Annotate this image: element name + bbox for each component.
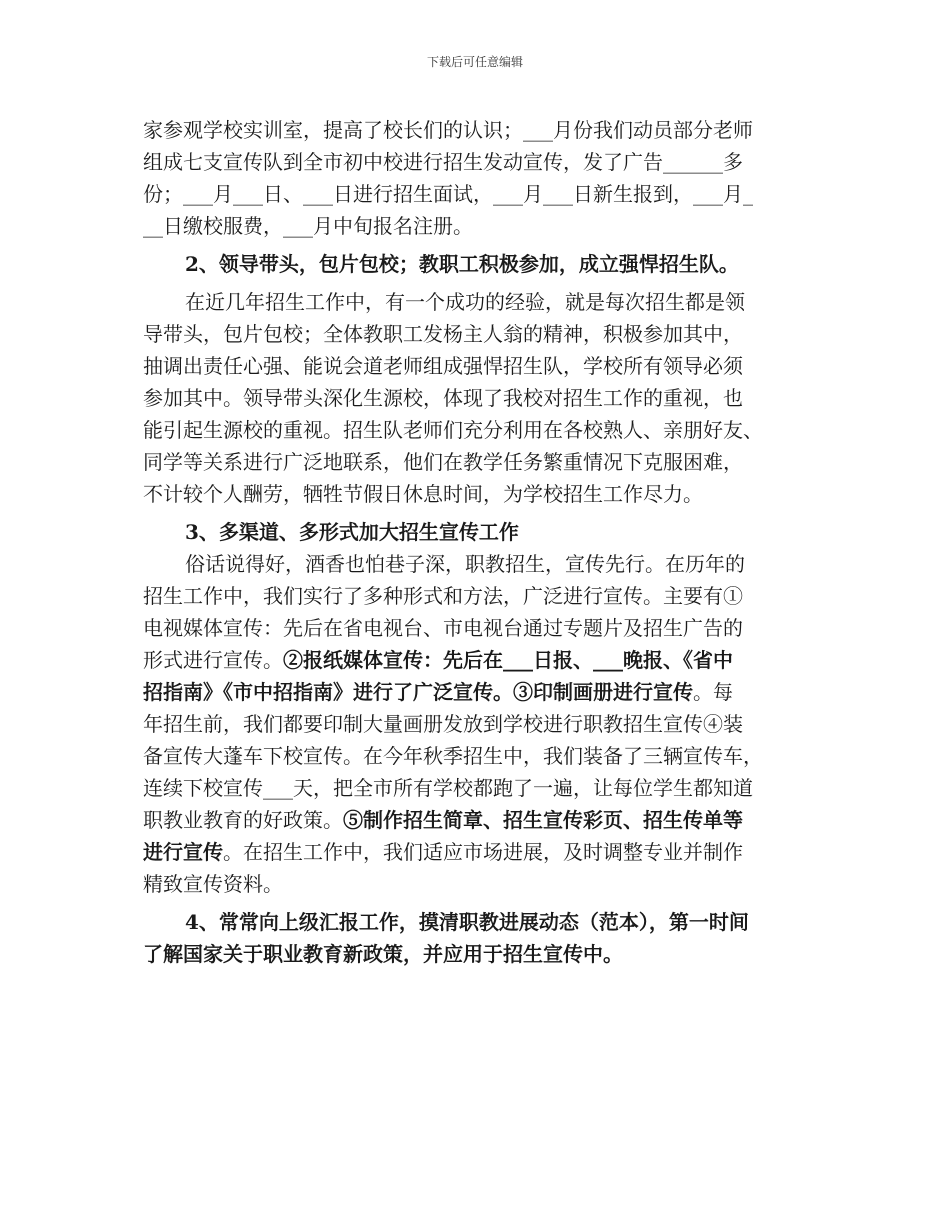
body-line: 精致宣传资料。 xyxy=(143,872,283,896)
body-line: 组成七支宣传队到全市初中校进行招生发动宣传，发了广告______多 xyxy=(143,150,743,174)
bold-run: 招指南》《市中招指南》进行了广泛宣传。③印制画册进行宣传 xyxy=(143,680,693,704)
body-line-mixed xyxy=(143,644,815,676)
normal-run: 。每 xyxy=(693,680,733,704)
bold-run: ⑤制作招生简章、招生宣传彩页、招生传单等 xyxy=(343,808,743,832)
body-line: 导带头，包片包校；全体教职工发杨主人翁的精神，积极参加其中， xyxy=(143,322,743,346)
normal-run: 形式进行宣传。 xyxy=(143,648,283,672)
body-line: 不计较个人酬劳，牺牲节假日休息时间，为学校招生工作尽力。 xyxy=(143,482,703,506)
body-line: __日缴校服费，___月中旬报名注册。 xyxy=(143,214,473,238)
body-line: 电视媒体宣传：先后在省电视台、市电视台通过专题片及招生广告的 xyxy=(143,616,743,640)
body-line: 年招生前，我们都要印制大量画册发放到学校进行职教招生宣传④装 xyxy=(143,712,743,736)
body-line: 家参观学校实训室，提高了校长们的认识；___月份我们动员部分老师 xyxy=(143,118,753,142)
body-line: 参加其中。领导带头深化生源校，体现了我校对招生工作的重视，也 xyxy=(143,386,743,410)
body-line: 连续下校宣传___天，把全市所有学校都跑了一遍，让每位学生都知道 xyxy=(143,776,753,800)
body-line: 招生工作中，我们实行了多种形式和方法，广泛进行宣传。主要有① xyxy=(143,584,743,608)
page-header: 下载后可任意编辑 xyxy=(426,55,523,69)
section-heading-cont: 了解国家关于职业教育新政策，并应用于招生宣传中。 xyxy=(143,942,623,966)
section-heading: 2、领导带头，包片包校；教职工积极参加，成立强悍招生队。 xyxy=(185,252,739,276)
body-line: 抽调出责任心强、能说会道老师组成强悍招生队，学校所有领导必须 xyxy=(143,354,743,378)
section-heading: 3、多渠道、多形式加大招生宣传工作 xyxy=(185,520,519,544)
body-line-mixed xyxy=(143,836,815,868)
body-line: 备宣传大蓬车下校宣传。在今年秋季招生中，我们装备了三辆宣传车， xyxy=(143,744,763,768)
body-line: 同学等关系进行广泛地联系，他们在教学任务繁重情况下克服困难， xyxy=(143,450,743,474)
bold-run: 进行宣传 xyxy=(143,840,223,864)
section-heading: 4、常常向上级汇报工作，摸清职教进展动态（范本），第一时间 xyxy=(185,910,749,934)
body-line: 份；___月___日、___日进行招生面试，___月___日新生报到，___月_ xyxy=(143,182,753,206)
body-line-mixed xyxy=(143,676,815,708)
body-line: 能引起生源校的重视。招生队老师们充分利用在各校熟人、亲朋好友、 xyxy=(143,418,763,442)
bold-run: ②报纸媒体宣传：先后在___日报、___晚报、《省中 xyxy=(283,648,733,672)
body-line: 俗话说得好，酒香也怕巷子深，职教招生，宣传先行。在历年的 xyxy=(185,552,745,576)
document-body xyxy=(143,114,815,970)
body-line-mixed xyxy=(143,804,815,836)
normal-run: 。在招生工作中，我们适应市场进展，及时调整专业并制作 xyxy=(223,840,743,864)
body-line: 在近几年招生工作中，有一个成功的经验，就是每次招生都是领 xyxy=(185,290,745,314)
normal-run: 职教业教育的好政策。 xyxy=(143,808,343,832)
